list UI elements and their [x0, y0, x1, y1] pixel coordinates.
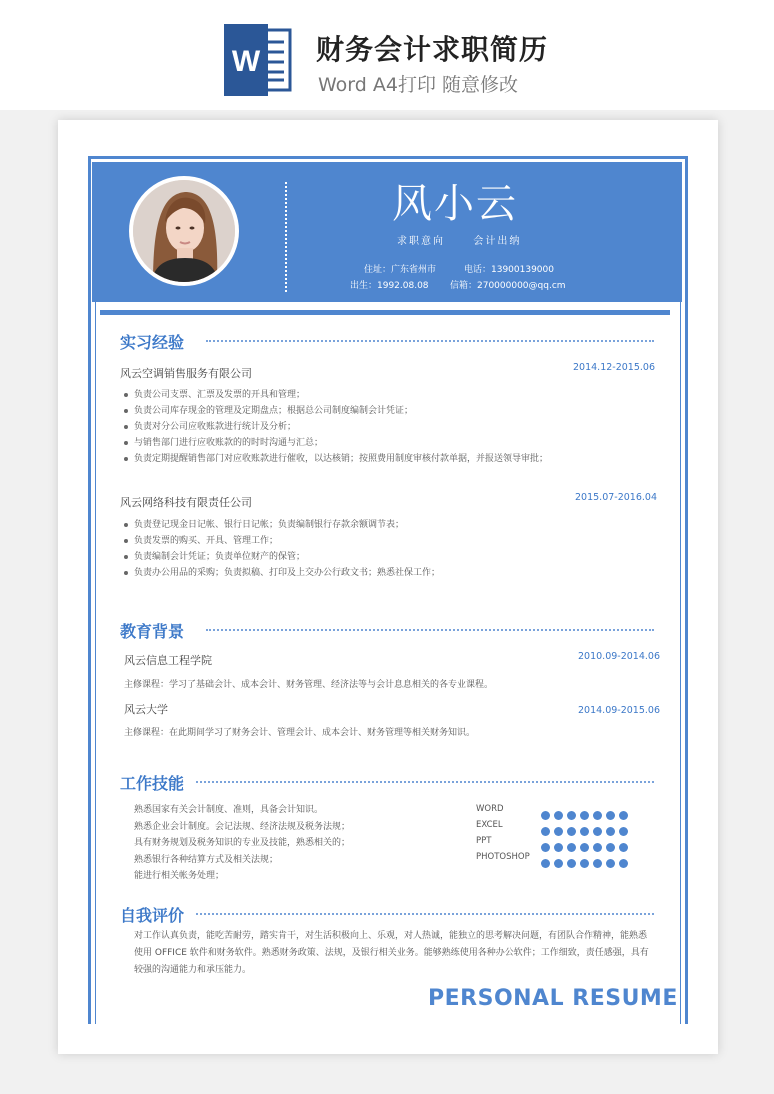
- job-intent-label: 求职意向: [397, 236, 445, 247]
- skill-dot: [606, 811, 615, 820]
- top-banner: [0, 0, 774, 110]
- skill-name: WORD: [476, 804, 504, 814]
- info-email: 信箱：270000000@qq.cm: [450, 281, 566, 291]
- skill-rating: [541, 853, 632, 863]
- skill-dot: [580, 827, 589, 836]
- candidate-name: 风小云: [392, 181, 518, 227]
- skill-dot: [554, 843, 563, 852]
- list-item: 能进行相关帐务处理；: [134, 871, 225, 881]
- banner-title: 财务会计求职简历: [316, 33, 549, 66]
- skill-dot: [606, 843, 615, 852]
- section-divider: [206, 629, 654, 631]
- skill-dot: [606, 827, 615, 836]
- section-divider: [206, 340, 654, 342]
- section-divider: [196, 913, 654, 915]
- skill-dot: [541, 811, 550, 820]
- profile-header: [92, 162, 682, 302]
- word-icon-letter: W: [231, 45, 261, 78]
- list-item: 负责定期提醒销售部门对应收账款进行催收，以达核销；按照费用制度审核付款单据，并报送领导审批；: [122, 451, 548, 467]
- skill-dot: [580, 843, 589, 852]
- job-intent-value: 会计出纳: [473, 236, 522, 247]
- skill-name: PPT: [476, 836, 492, 846]
- info-birth: 出生：1992.08.08: [350, 281, 429, 291]
- skill-name: PHOTOSHOP: [476, 852, 530, 862]
- education-date: 2014.09-2015.06: [578, 705, 660, 716]
- internship-company: 风云网络科技有限责任公司: [120, 496, 252, 509]
- skill-dot: [554, 811, 563, 820]
- skill-name: EXCEL: [476, 820, 503, 830]
- self-evaluation-text: 对工作认真负责，能吃苦耐劳，踏实肯干，对生活积极向上、乐观，对人热诚，能独立的思考解决问题，有团队合作精神，能熟悉使用 OFFICE 软件和财务软件。熟悉财务政策、法规，及银行相关业务。能够熟练使用各种办公软件；工作细致，责任感强，具有较强的沟通能力和承压能力。: [134, 931, 649, 975]
- school-name: 风云信息工程学院: [124, 654, 212, 667]
- section-divider: [196, 781, 654, 783]
- header-separator: [100, 310, 670, 315]
- skill-rating: [541, 821, 632, 831]
- list-item: 熟悉国家有关会计制度、准则，具备会计知识。: [134, 805, 324, 815]
- list-item: 负责编制会计凭证；负责单位财产的保管；: [122, 549, 440, 565]
- section-title-education: 教育背景: [120, 622, 185, 641]
- list-item: 负责对分公司应收账款进行统计及分析；: [122, 419, 548, 435]
- skill-dot: [541, 859, 550, 868]
- list-item: 负责公司支票、汇票及发票的开具和管理；: [122, 387, 548, 403]
- internship-company: 风云空调销售服务有限公司: [120, 367, 252, 380]
- skill-dot: [593, 843, 602, 852]
- job-intent: [397, 232, 521, 247]
- skill-dot: [619, 843, 628, 852]
- footer-title: PERSONAL RESUME: [428, 986, 678, 1011]
- skill-dot: [580, 811, 589, 820]
- avatar: [129, 176, 239, 286]
- info-address: 住址：广东省州市: [364, 265, 437, 275]
- internship-date: 2014.12-2015.06: [573, 362, 655, 373]
- avatar-photo: [133, 180, 235, 282]
- skill-dot: [554, 827, 563, 836]
- skill-dot: [593, 859, 602, 868]
- skill-dot: [567, 827, 576, 836]
- banner-subtitle: Word A4打印 随意修改: [318, 74, 519, 96]
- skill-dot: [567, 811, 576, 820]
- info-phone: 电话：13900139000: [464, 265, 554, 275]
- word-icon: [222, 24, 294, 96]
- section-title-evaluation: 自我评价: [120, 906, 185, 925]
- skill-dot: [619, 827, 628, 836]
- list-item: 具有财务规划及税务知识的专业及技能，熟悉相关的；: [134, 838, 351, 848]
- skill-dot: [554, 859, 563, 868]
- skill-dot: [580, 859, 589, 868]
- skill-dot: [541, 843, 550, 852]
- list-item: 负责登记现金日记帐、银行日记帐；负责编制银行存款余额调节表；: [122, 517, 440, 533]
- internship-duties: [122, 517, 440, 581]
- header-divider: [285, 182, 287, 292]
- skill-dot: [567, 859, 576, 868]
- education-date: 2010.09-2014.06: [578, 651, 660, 662]
- internship-date: 2015.07-2016.04: [575, 492, 657, 503]
- list-item: 负责发票的购买、开具、管理工作；: [122, 533, 440, 549]
- skill-dot: [619, 811, 628, 820]
- section-title-skills: 工作技能: [120, 774, 185, 793]
- education-course: 主修课程：在此期间学习了财务会计、管理会计、成本会计、财务管理等相关财务知识。: [124, 728, 476, 738]
- education-course: 主修课程：学习了基础会计、成本会计、财务管理、经济法等与会计息息相关的各专业课程。: [124, 680, 494, 690]
- section-title-internship: 实习经验: [120, 333, 185, 352]
- skill-dot: [567, 843, 576, 852]
- list-item: 与销售部门进行应收账款的的时时沟通与汇总；: [122, 435, 548, 451]
- school-name: 风云大学: [124, 703, 168, 716]
- skill-dot: [593, 811, 602, 820]
- list-item: 熟悉企业会计制度。会记法规、经济法规及税务法规；: [134, 821, 351, 832]
- skill-list: [134, 802, 350, 885]
- skill-dot: [541, 827, 550, 836]
- internship-duties: [122, 387, 548, 467]
- skill-dot: [593, 827, 602, 836]
- skill-rating: [541, 837, 632, 847]
- skill-rating: [541, 805, 632, 815]
- list-item: 负责办公用品的采购；负责拟稿、打印及上交办公行政文书；熟悉社保工作；: [122, 565, 440, 581]
- list-item: 熟悉银行各种结算方式及相关法规；: [134, 854, 279, 865]
- list-item: 负责公司库存现金的管理及定期盘点；根据总公司制度编制会计凭证；: [122, 403, 548, 419]
- skill-dot: [606, 859, 615, 868]
- skill-dot: [619, 859, 628, 868]
